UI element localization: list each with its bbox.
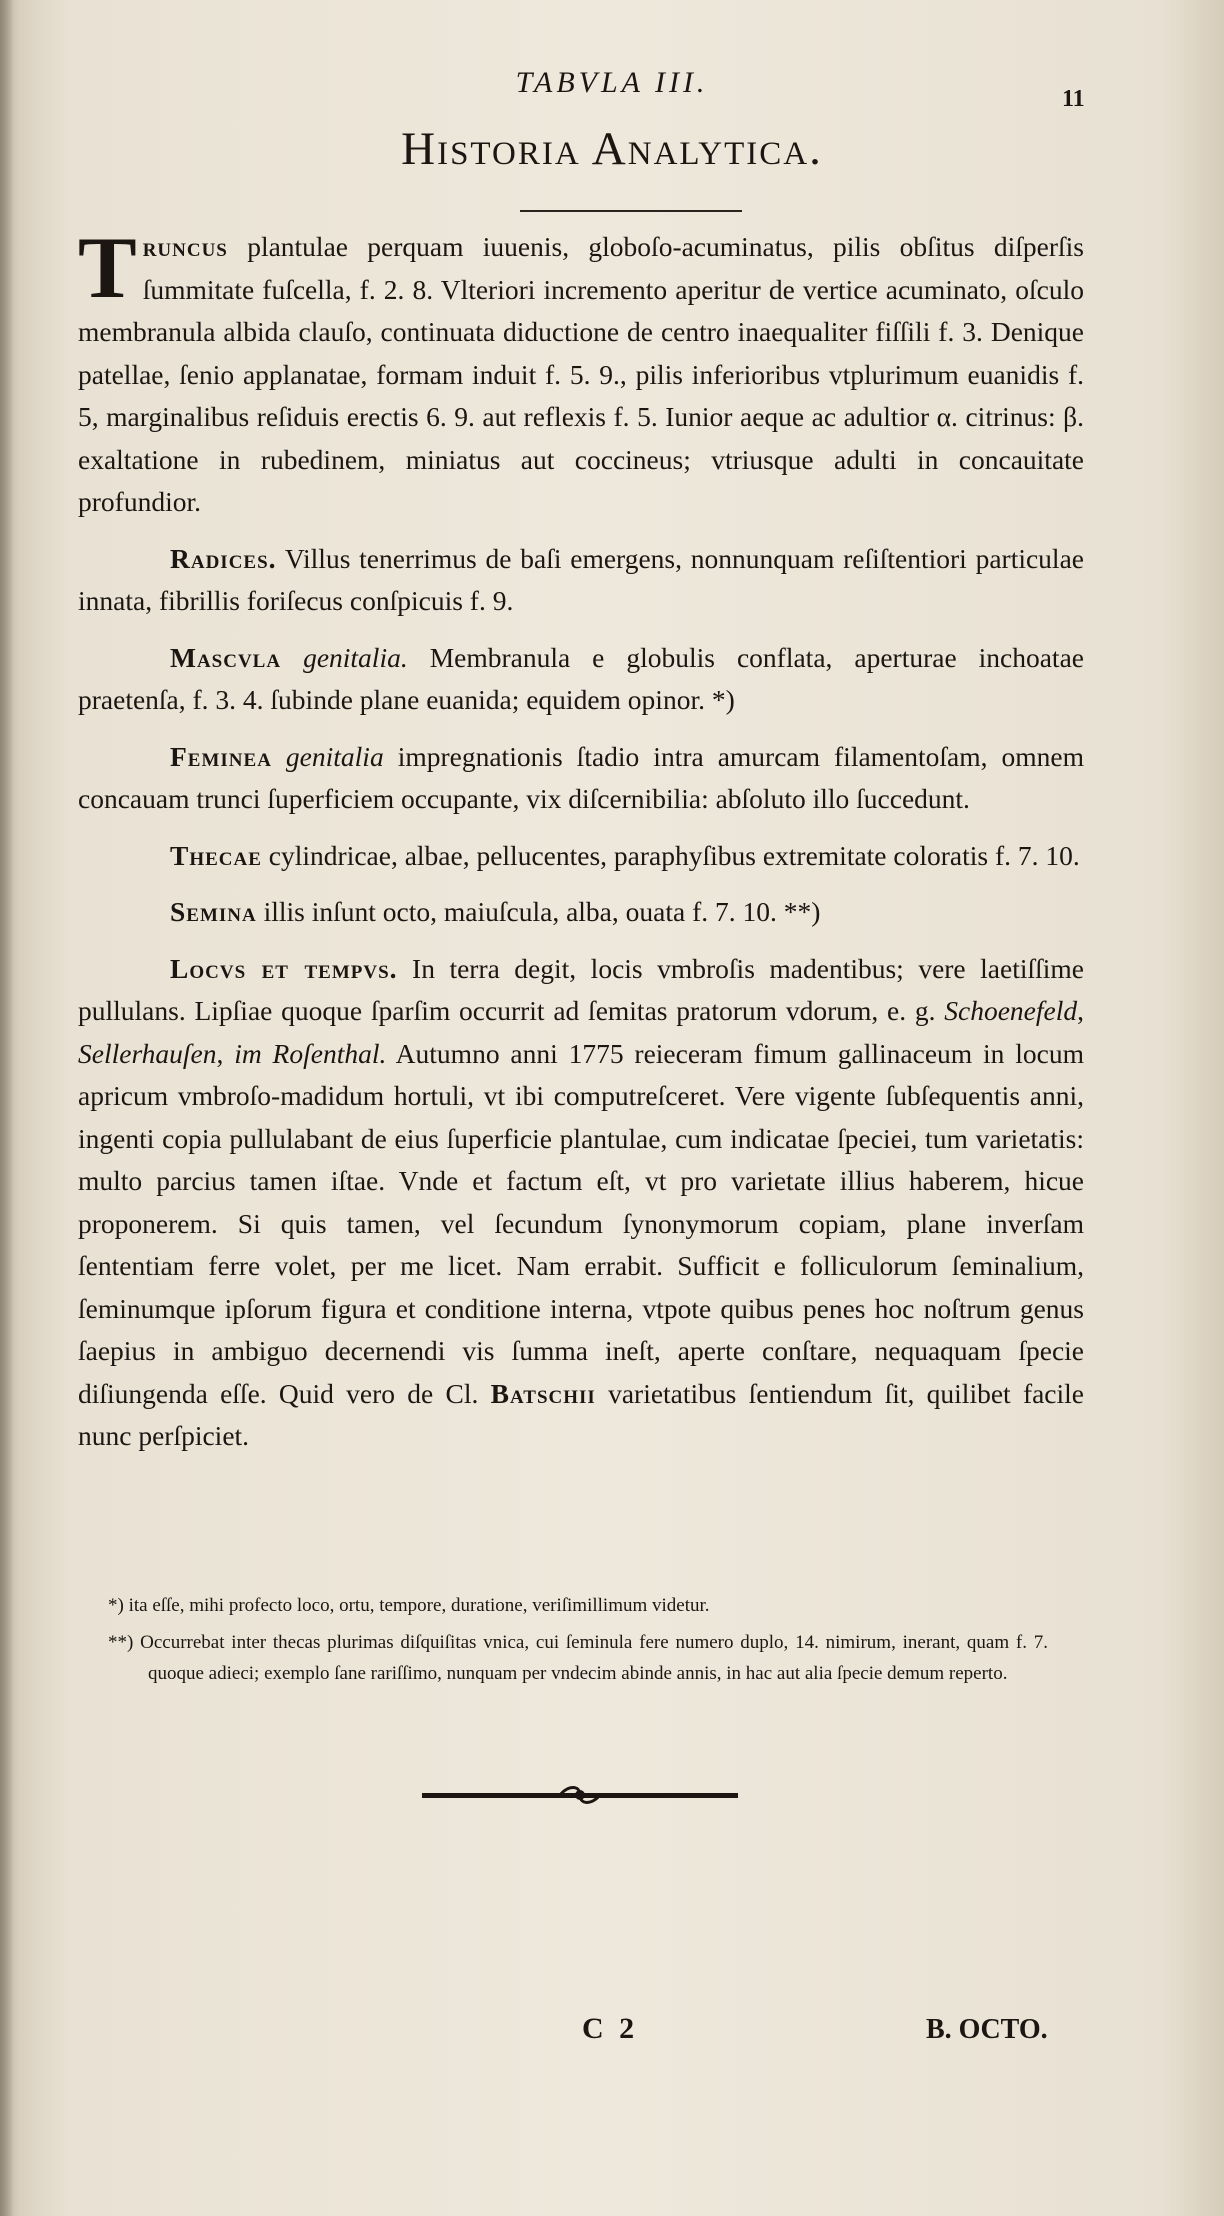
title-rule — [520, 210, 742, 212]
footnote: *) ita eſſe, mihi profecto loco, ortu, tempore, duratione, veriſimillimum videtur. — [108, 1595, 710, 1616]
author-name: Batschii — [490, 1377, 596, 1409]
paragraph-text: illis inſunt octo, maiuſcula, alba, ouata f. 7. 10. **) — [256, 896, 821, 927]
page-title: Historia Analytica. — [401, 123, 823, 175]
paragraph-lead: Fеminea — [170, 740, 272, 772]
body-text — [78, 220, 1085, 1458]
paragraph-text: cylindricae, albae, pellucentes, paraphyſibus extremitate coloratis f. 7. 10. — [261, 839, 1080, 871]
paragraph-lead: Thecae — [170, 839, 262, 871]
paragraph-radices — [78, 538, 1084, 623]
paragraph-lead: runcus — [142, 231, 228, 262]
paragraph-mascula — [78, 637, 1084, 722]
place-name: Sellerhauſen — [78, 1037, 217, 1069]
paragraph-lead: Mascvla — [170, 641, 282, 673]
paragraph-text: plantulae perquam iuuenis, globoſo-acuminatus, pilis obſitus diſperſis ſummitate fuſcella, f. 2. 8. Vlteriori incremento aperitur de vertice acuminato, oſculo membranula albida clauſo, continuata diductione de centro inaequaliter fiſſili f. 3. Denique patellae, ſenio applanatae, formam induit f. 5. 9., pilis inferioribus vtplurimum euanidis f. 5, marginalibus reſiduis erectis 6. 9. aut reflexis f. 5. Iunior aeque ac adultior α. citrinus: β. exaltatione in rubedinem, miniatus aut coccineus; vtriusque adulti in concauitate profundior. — [78, 231, 1084, 517]
place-name: Schoenefeld — [944, 995, 1078, 1026]
paragraph-text: impregnationis ſtadio intra amurcam filamentoſam, omnem concauam trunci ſuperficiem occupante, vix diſcernibilia: abſoluto illo ſuccedunt. — [78, 740, 1084, 814]
gutter-shadow — [0, 0, 14, 2216]
place-name: im Roſenthal. — [234, 1037, 387, 1069]
paragraph-italic: genitalia. — [281, 641, 408, 673]
paragraph-text: Villus tenerrimus de baſi emergens, nonnunquam reſiſtentiori particulae innata, fibrillis foriſecus conſpicuis f. 9. — [78, 542, 1084, 616]
ornament-rule — [422, 1783, 738, 1809]
printer-signature: C 2 — [582, 2012, 639, 2045]
paragraph-text: Membranula e globulis conflata, aperturae inchoatae praetenſa, f. 3. 4. ſubinde plane euanida; equidem opinor. *) — [78, 641, 1084, 715]
paragraph-feminea — [78, 736, 1084, 821]
paragraph-lead: Semina — [170, 896, 257, 927]
paragraph-truncus — [78, 220, 1084, 524]
separator: , — [216, 1037, 235, 1069]
paragraph-text: Autumno anni 1775 reieceram fimum gallinaceum in locum apricum vmbroſo-madidum hortuli, vt ibi computreſceret. Vere vigente ſubſequentis anni, ingenti copia pullulabant de eius ſuperficie plantulae, cum indicatae ſpeciei, tum varietatis: multo parcius tamen iſtae. Vnde et factum eſt, vt pro varietate illius haberem, hicue proponerem. Si quis tamen, vel ſecundum ſynonymorum copiam, plane inverſam ſententiam ferre volet, per me licet. Nam errabit. Sufficit e folliculorum ſeminalium, ſeminumque ipſorum figura et conditione interna, vtpote quibus penes hoc noſtrum genus ſaepius in ambiguo decernendi vis ſumma ineſt, aperte conſtare, nequaquam ſpecie diſiungenda eſſe. Quid vero de Cl. — [78, 1037, 1084, 1409]
page-number: 11 — [1062, 86, 1085, 112]
paragraph-text: In terra degit, locis vmbroſis madentibus; vere laetiſſime pullulans. Lipſiae quoque ſparſim occurrit ad ſemitas pratorum vdorum, e. g. — [78, 952, 1084, 1026]
catchword: B. OCTO. — [926, 2014, 1048, 2045]
running-title: TABVLA III. — [515, 66, 709, 99]
paragraph-semina — [78, 891, 1084, 934]
separator: , — [1077, 995, 1084, 1026]
drop-cap: T — [78, 220, 137, 317]
paragraph-lead: Radices. — [170, 542, 277, 574]
paragraph-text: varietatibus ſentiendum ſit, quilibet facile nunc perſpiciet. — [78, 1377, 1085, 1451]
paragraph-italic: genitalia — [271, 740, 384, 772]
footnotes — [108, 1590, 1048, 1695]
footnote: **) Occurrebat inter thecas plurimas diſquiſitas vnica, cui ſeminula fere numero duplo, 14. nimirum, inerant, quam f. 7. quoque adieci; exemplo ſane rariſſimo, nunquam per vndecim abinde annis, in hac aut alia ſpecie demum reperto. — [108, 1632, 1048, 1684]
paragraph-thecae — [78, 835, 1084, 878]
paragraph-locus — [78, 948, 1084, 1458]
paragraph-lead: Locvs et tempvs. — [170, 952, 398, 984]
